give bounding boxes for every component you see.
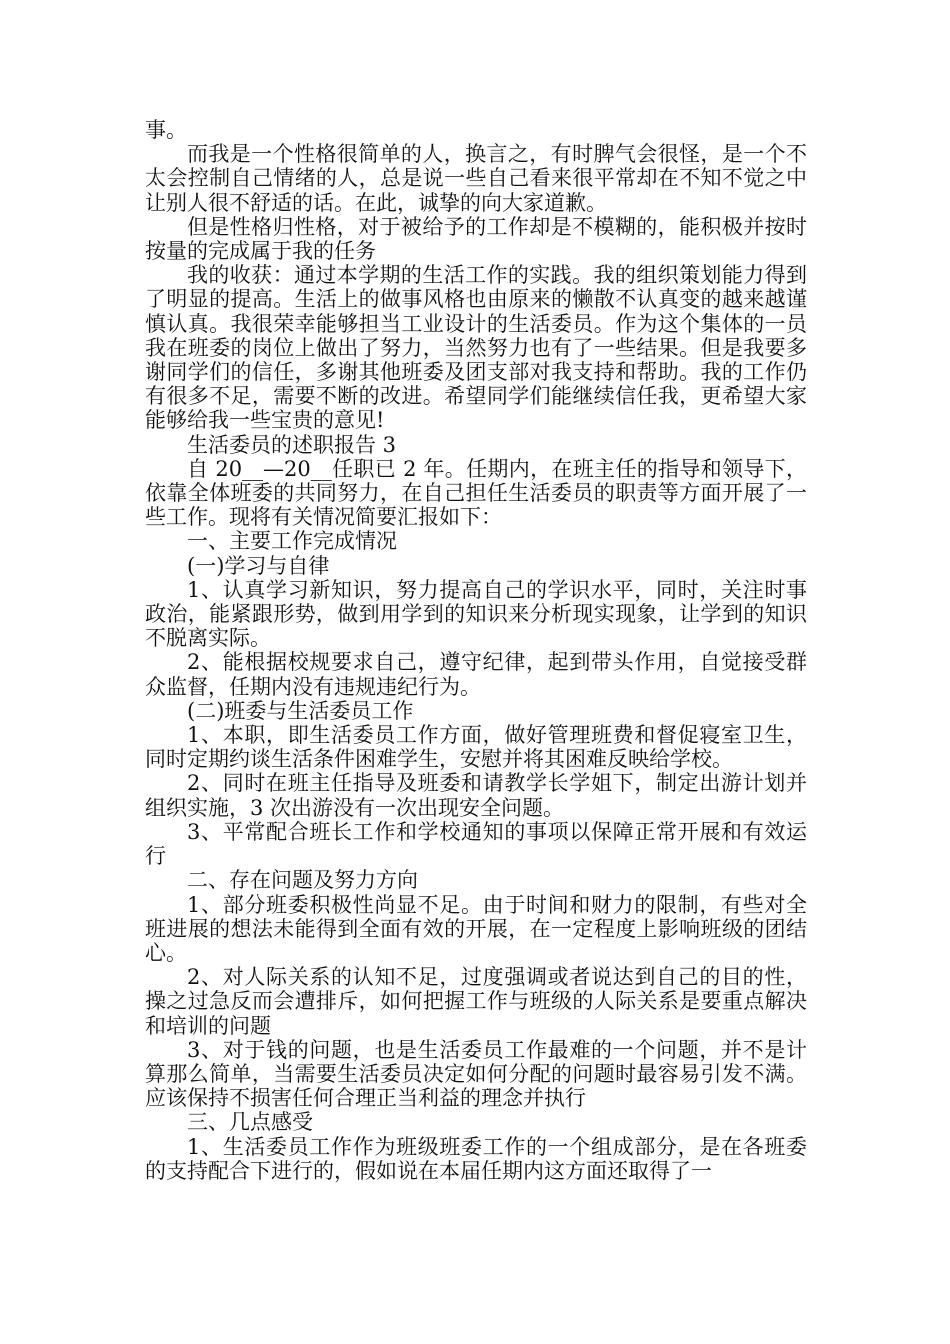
paragraph: 但是性格归性格，对于被给予的工作却是不模糊的，能积极并按时按量的完成属于我的任务	[145, 214, 807, 264]
paragraph: (一)学习与自律	[187, 553, 330, 578]
paragraph: 1、认真学习新知识，努力提高自己的学识水平，同时，关注时事政治，能紧跟形势，做到用学到的知识来分析现实现象，让学到的知识不脱离实际。	[145, 577, 807, 651]
document-body	[145, 118, 807, 1183]
paragraph: 1、本职，即生活委员工作方面，做好管理班费和督促寝室卫生，同时定期约谈生活条件困难学生，安慰并将其困难反映给学校。	[145, 723, 807, 772]
paragraph: 1、生活委员工作作为班级班委工作的一个组成部分，是在各班委的支持配合下进行的，假如说在本届任期内这方面还取得了一	[145, 1134, 807, 1183]
paragraph: (二)班委与生活委员工作	[187, 698, 414, 723]
paragraph: 3、对于钱的问题，也是生活委员工作最难的一个问题，并不是计算那么简单，当需要生活委员决定如何分配的问题时最容易引发不满。应该保持不损害任何合理正当利益的理念并执行	[145, 1037, 807, 1111]
paragraph: 1、部分班委积极性尚显不足。由于时间和财力的限制，有些对全班进展的想法未能得到全面有效的开展，在一定程度上影响班级的团结心。	[145, 892, 807, 965]
paragraph: 二、存在问题及努力方向	[187, 868, 418, 893]
paragraph: 2、对人际关系的认知不足，过度强调或者说达到自己的目的性，操之过急反而会遭排斥，如何把握工作与班级的人际关系是要重点解决和培训的问题	[145, 965, 807, 1038]
paragraph: 而我是一个性格很简单的人，换言之，有时脾气会很怪，是一个不太会控制自己情绪的人，总是说一些自己看来很平常却在不知不觉之中让别人很不舒适的话。在此，诚挚的向大家道歉。	[145, 142, 807, 215]
paragraph: 我的收获：通过本学期的生活工作的实践。我的组织策划能力得到了明显的提高。生活上的做事风格也由原来的懒散不认真变的越来越谨慎认真。我很荣幸能够担当工业设计的生活委员。作为这个集体的一员我在班委的岗位上做出了努力，当然努力也有了一些结果。但是我要多谢同学们的信任，多谢其他班委及团支部对我支持和帮助。我的工作仍有很多不足，需要不断的改进。希望同学们能继续信任我，更希望大家能够给我一些宝贵的意见!	[145, 263, 807, 433]
paragraph: 3、平常配合班长工作和学校通知的事项以保障正常开展和有效运行	[145, 819, 807, 869]
paragraph: 自 20__—20__任职已 2 年。任期内，在班主任的指导和领导下，依靠全体班委的共同努力，在自己担任生活委员的职责等方面开展了一些工作。现将有关情况简要汇报如下：	[145, 456, 807, 530]
paragraph: 三、几点感受	[187, 1110, 313, 1135]
paragraph: 2、能根据校规要求自己，遵守纪律，起到带头作用，自觉接受群众监督，任期内没有违规违纪行为。	[145, 650, 807, 699]
paragraph: 生活委员的述职报告 3	[187, 432, 397, 457]
paragraph: 2、同时在班主任指导及班委和请教学长学姐下，制定出游计划并组织实施，3 次出游没有一次出现安全问题。	[145, 771, 807, 820]
paragraph: 事。	[145, 118, 187, 142]
paragraph: 一、主要工作完成情况	[187, 529, 397, 554]
